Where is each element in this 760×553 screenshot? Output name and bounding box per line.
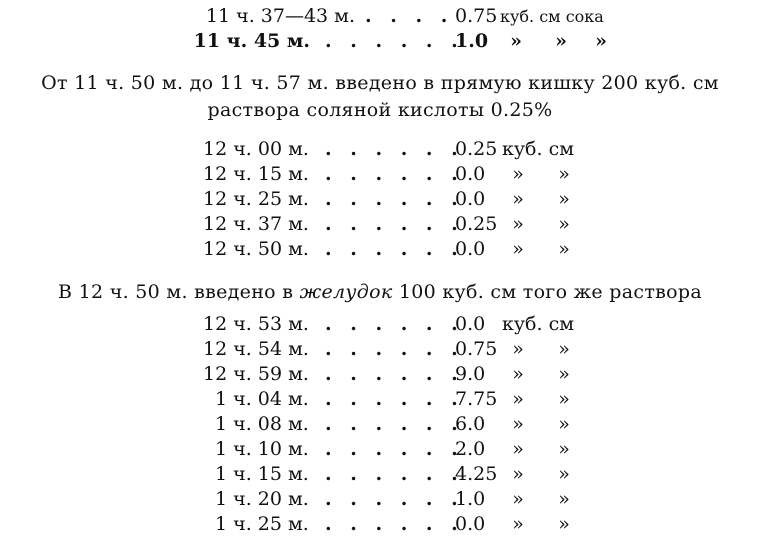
leader-dots: . . . . . .	[325, 30, 464, 52]
leader-dots: . . . . . .	[325, 238, 464, 260]
leader-dots: . . . . . .	[325, 338, 464, 360]
ditto-mark: »	[558, 363, 570, 385]
time-cell: 12 ч. 50 м.	[203, 238, 309, 260]
value-cell: 9.0	[455, 363, 486, 385]
ditto-mark: »	[512, 238, 524, 260]
value-cell: 0.0	[455, 313, 486, 335]
time-cell: 12 ч. 59 м.	[203, 363, 309, 385]
ditto-mark: »	[558, 238, 570, 260]
time-cell: 11 ч. 45 м.	[193, 30, 310, 52]
ditto-mark: »	[512, 513, 524, 535]
ditto-mark: »	[512, 188, 524, 210]
ditto-mark: »	[512, 388, 524, 410]
paragraph-1	[0, 70, 760, 124]
value-cell: 1.0	[455, 488, 486, 510]
time-cell: 12 ч. 54 м.	[203, 338, 309, 360]
value-cell: 1.0	[455, 30, 489, 52]
value-cell: 0.0	[455, 188, 486, 210]
value-cell: 0.75	[455, 338, 498, 360]
ditto-mark: »	[510, 30, 522, 52]
time-cell: 12 ч. 15 м.	[203, 163, 309, 185]
leader-dots: . . . . . .	[325, 488, 464, 510]
ditto-mark: »	[512, 413, 524, 435]
value-cell: 6.0	[455, 413, 486, 435]
time-cell: 12 ч. 25 м.	[203, 188, 309, 210]
paragraph-1-line-2: раствора соляной кислоты 0.25%	[207, 99, 553, 121]
time-cell: 1 ч. 08 м.	[215, 413, 309, 435]
time-cell: 1 ч. 20 м.	[215, 488, 309, 510]
leader-dots: . . . . . .	[325, 413, 464, 435]
ditto-mark: »	[558, 488, 570, 510]
value-cell: 2.0	[455, 438, 486, 460]
time-cell: 11 ч. 37—43 м.	[205, 5, 355, 27]
unit-cell: куб. см сока	[500, 7, 604, 26]
paragraph-2-prefix: В 12 ч. 50 м. введено в	[58, 281, 300, 303]
ditto-mark: »	[595, 30, 607, 52]
ditto-mark: »	[558, 338, 570, 360]
leader-dots: . . . . . .	[325, 363, 464, 385]
paragraph-1-line-1: От 11 ч. 50 м. до 11 ч. 57 м. введено в прямую кишку 200 куб. см	[41, 72, 719, 94]
ditto-mark: »	[558, 213, 570, 235]
ditto-mark: »	[512, 488, 524, 510]
value-cell: 0.25	[455, 138, 498, 160]
ditto-mark: »	[512, 363, 524, 385]
leader-dots: . . . . . .	[325, 163, 464, 185]
paragraph-2-suffix: 100 куб. см того же раствора	[392, 281, 702, 303]
time-cell: 12 ч. 00 м.	[203, 138, 309, 160]
ditto-mark: »	[555, 30, 567, 52]
time-cell: 1 ч. 04 м.	[215, 388, 309, 410]
leader-dots: . . . . . .	[325, 438, 464, 460]
ditto-mark: »	[558, 513, 570, 535]
value-cell: 0.0	[455, 163, 486, 185]
leader-dots: . . . . . .	[325, 513, 464, 535]
time-cell: 1 ч. 10 м.	[215, 438, 309, 460]
unit-cell: куб. см	[502, 138, 574, 160]
paragraph-2-italic: желудок	[299, 281, 393, 303]
ditto-mark: »	[512, 438, 524, 460]
value-cell: 7.75	[455, 388, 498, 410]
leader-dots: . . . . . .	[325, 463, 464, 485]
ditto-mark: »	[558, 163, 570, 185]
time-cell: 1 ч. 25 м.	[215, 513, 309, 535]
time-cell: 1 ч. 15 м.	[215, 463, 309, 485]
ditto-mark: »	[558, 413, 570, 435]
ditto-mark: »	[512, 163, 524, 185]
leader-dots: . . . . . .	[325, 388, 464, 410]
ditto-mark: »	[512, 213, 524, 235]
ditto-mark: »	[558, 188, 570, 210]
unit-cell: куб. см	[502, 313, 574, 335]
ditto-mark: »	[512, 463, 524, 485]
leader-dots: . . . . . .	[325, 213, 464, 235]
leader-dots: . . . .	[365, 5, 454, 27]
value-cell: 0.75	[455, 5, 498, 27]
leader-dots: . . . . . .	[325, 138, 464, 160]
paragraph-2	[0, 279, 760, 306]
leader-dots: . . . . . .	[325, 313, 464, 335]
ditto-mark: »	[558, 463, 570, 485]
time-cell: 12 ч. 53 м.	[203, 313, 309, 335]
value-cell: 0.25	[455, 213, 498, 235]
leader-dots: . . . . . .	[325, 188, 464, 210]
value-cell: 0.0	[455, 513, 486, 535]
value-cell: 0.0	[455, 238, 486, 260]
time-cell: 12 ч. 37 м.	[203, 213, 309, 235]
ditto-mark: »	[558, 438, 570, 460]
ditto-mark: »	[558, 388, 570, 410]
value-cell: 4.25	[455, 463, 498, 485]
ditto-mark: »	[512, 338, 524, 360]
